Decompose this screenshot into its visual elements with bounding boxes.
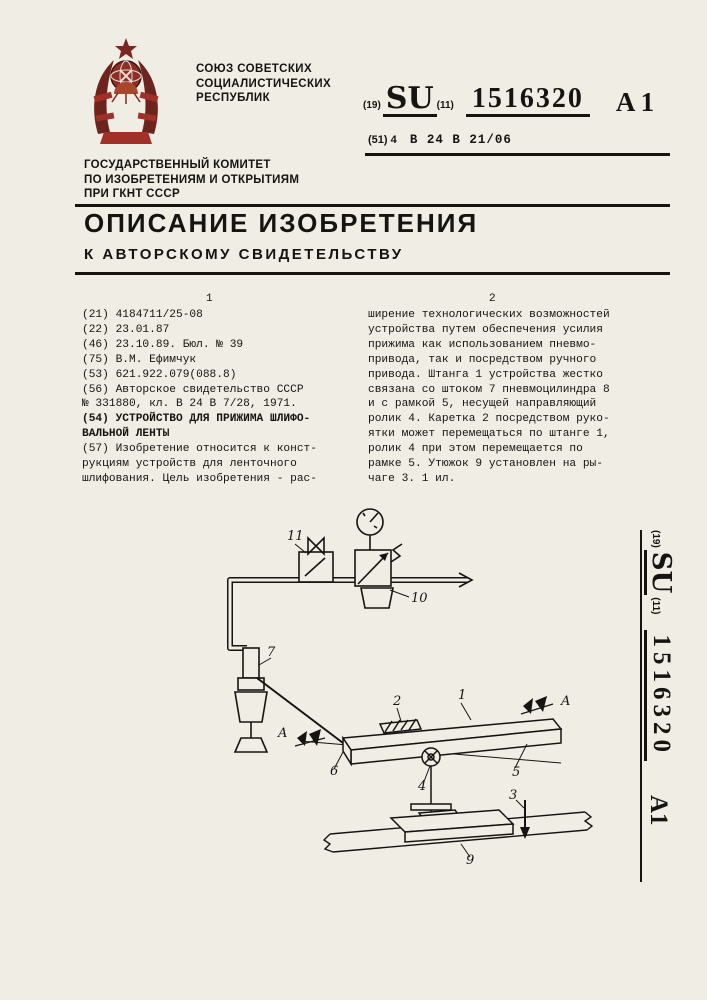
sidebar-code-11: (11): [650, 597, 661, 615]
figure-part-label: 9: [466, 853, 475, 868]
publication-number-row: [363, 81, 655, 117]
clamp-a-left: [297, 729, 321, 746]
column-1-marker: 1: [206, 293, 213, 305]
bibliographic-data: (21) 4184711/25-08 (22) 23.01.87 (46) 23.10.89. Бюл. № 39 (75) В.М. Ефимчук (53) 621.922.079(088.8) (56) Авторское свидетельство СССР № 331880, кл. B 24 B 7/28, 1971.: [82, 309, 304, 411]
control-valve-11: [299, 538, 333, 582]
abstract-right: ширение технологических возможностей устройства путем обеспечения усилия прижима как использованием пневмо- привода, так и посредством ручного привода. Штанга 1 устройства жестко связана со штоком 7 пневмоцилиндра 8 и с рамкой 5, несущей направляющий ролик 4. Каретка 2 посредством руко- ятки может перемещаться по штанге 1, ролик 4 при этом перемещается по рамке 5. Утюжок 9 установлен на ры- чаге 3. 1 ил.: [368, 309, 610, 485]
figure-part-label: A: [278, 726, 288, 741]
sidebar-country-code-su: SU: [646, 551, 676, 594]
kind-code: A 1: [615, 87, 655, 117]
sidebar-rule: [640, 530, 642, 882]
rule-below-subtitle: [75, 272, 670, 275]
rule-above-title: [75, 204, 670, 207]
figure-part-label: 6: [330, 764, 339, 779]
piston-rod-7: [238, 648, 264, 690]
pneumatic-cylinder-8: [235, 692, 267, 752]
figure-part-label: 1: [458, 688, 467, 703]
figure-part-label: 11: [287, 529, 304, 544]
document-number: 1516320: [466, 84, 590, 117]
guide-roller-4: [422, 748, 440, 766]
base-plate: [391, 810, 513, 842]
state-committee: ГОСУДАРСТВЕННЫЙ КОМИТЕТ ПО ИЗОБРЕТЕНИЯМ И ОТКРЫТИЯМ ПРИ ГКНТ СССР: [84, 159, 300, 200]
sidebar-code-19: (19): [650, 530, 661, 548]
patent-figure: [75, 500, 635, 895]
guide-bar: [343, 719, 561, 764]
figure-part-label: 10: [411, 591, 428, 606]
sidebar-document-number: 1516320: [644, 630, 675, 761]
sidebar-kind-code: A1: [645, 794, 672, 826]
figure-part-label: 5: [512, 765, 521, 780]
air-pipe: [230, 580, 468, 648]
code-51: (51) 4: [368, 134, 397, 146]
document-title: ОПИСАНИЕ ИЗОБРЕТЕНИЯ: [84, 208, 479, 238]
ipc-class: B 24 B 21/06: [409, 133, 512, 147]
figure-part-label: 2: [393, 694, 402, 709]
abstract-left: (57) Изобретение относится к конст- рукциям устройств для ленточного шлифования. Цель изобретения - рас-: [82, 443, 317, 485]
figure-part-label: 3: [509, 788, 518, 803]
column-2-marker: 2: [489, 293, 496, 305]
clamp-a-right: [523, 696, 547, 714]
right-column: [368, 308, 660, 487]
margin-publication-number: [644, 528, 678, 848]
figure-part-label: 4: [418, 779, 427, 794]
document-subtitle: К АВТОРСКОМУ СВИДЕТЕЛЬСТВУ: [84, 246, 404, 263]
figure-part-label: 7: [267, 645, 276, 660]
ussr-coat-of-arms: [84, 36, 168, 152]
union-name: СОЮЗ СОВЕТСКИХ СОЦИАЛИСТИЧЕСКИХ РЕСПУБЛИК: [196, 63, 332, 104]
rule-under-ipc: [365, 153, 670, 156]
invention-title-54: (54) УСТРОЙСТВО ДЛЯ ПРИЖИМА ШЛИФО- ВАЛЬНОЙ ЛЕНТЫ: [82, 413, 311, 441]
ipc-class-row: [368, 133, 512, 147]
code-11: (11): [436, 100, 454, 111]
code-19: (19): [363, 100, 381, 111]
relief-valve-10: [355, 544, 402, 608]
left-column: [82, 308, 368, 487]
country-code-su: SU: [383, 84, 437, 117]
figure-part-label: A: [561, 694, 571, 709]
pressure-gauge: [357, 509, 383, 550]
